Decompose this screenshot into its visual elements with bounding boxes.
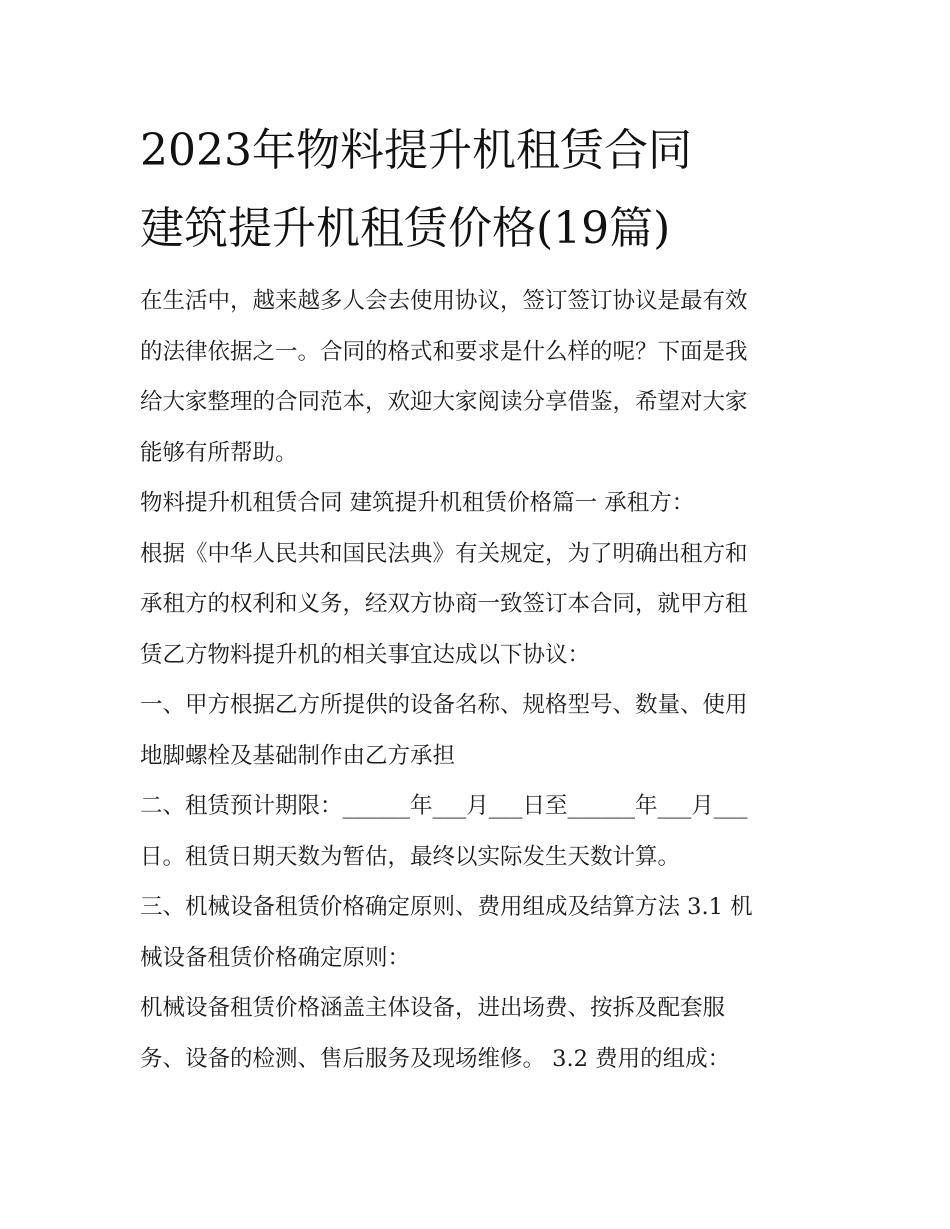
document-title (140, 112, 820, 268)
body-line: 给大家整理的合同范本，欢迎大家阅读分享借鉴，希望对大家 (140, 389, 748, 415)
body-line: 承租方的权利和义务，经双方协商一致签订本合同，就甲方租 (140, 591, 748, 617)
body-line: 机械设备租赁价格涵盖主体设备，进出场费、按拆及配套服 (140, 995, 726, 1021)
body-line: 三、机械设备租赁价格确定原则、费用组成及结算方法 3.1 机 (140, 894, 753, 920)
body-line: 在生活中，越来越多人会去使用协议，签订签订协议是最有效 (140, 288, 748, 314)
body-line: 二、租赁预计期限：______年___月___日至______年___月___ (140, 793, 748, 819)
body-line: 的法律依据之一。合同的格式和要求是什么样的呢？下面是我 (140, 338, 748, 365)
title-line-2: 建筑提升机租赁价格(19篇) (140, 203, 671, 254)
body-line: 务、设备的检测、售后服务及现场维修。 3.2 费用的组成： (140, 1045, 731, 1072)
body-line: 根据《中华人民共和国民法典》有关规定，为了明确出租方和 (140, 540, 748, 567)
body-line: 地脚螺栓及基础制作由乙方承担 (140, 742, 456, 769)
title-line-1: 2023年物料提升机租赁合同 (140, 125, 692, 176)
body-line: 日。租赁日期天数为暂估，最终以实际发生天数计算。 (140, 843, 681, 870)
body-line: 一、甲方根据乙方所提供的设备名称、规格型号、数量、使用 (140, 692, 748, 718)
body-line: 能够有所帮助。 (140, 439, 298, 466)
document-body (140, 276, 820, 1084)
body-line: 物料提升机租赁合同 建筑提升机租赁价格篇一 承租方： (140, 490, 695, 516)
body-line: 赁乙方物料提升机的相关事宜达成以下协议： (140, 641, 591, 668)
body-line: 械设备租赁价格确定原则： (140, 944, 411, 971)
